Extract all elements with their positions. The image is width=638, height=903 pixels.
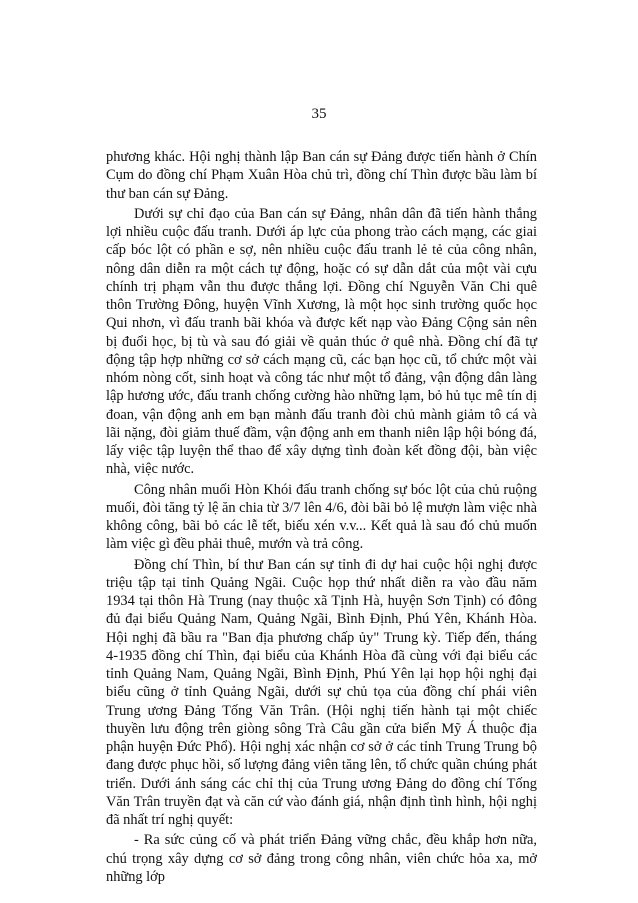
paragraph: phương khác. Hội nghị thành lập Ban cán sự Đảng được tiến hành ở Chín Cụm do đồng chí Phạm Xuân Hòa chủ trì, đồng chí Thìn được bầu làm bí thư ban cán sự Đảng. — [106, 149, 537, 202]
paragraph: Đồng chí Thìn, bí thư Ban cán sự tỉnh đi dự hai cuộc hội nghị được triệu tập tại tỉnh Quảng Ngãi. Cuộc họp thứ nhất diễn ra vào đầu năm 1934 tại thôn Hà Trung (nay thuộc xã Tịnh Hà, huyện Sơn Tịnh) có đông đủ đại biểu Quảng Nam, Quảng Ngãi, Bình Định, Phú Yên, Khánh Hòa. Hội nghị đã bầu ra "Ban địa phương chấp ủy" Trung kỳ. Tiếp đến, tháng 4-1935 đồng chí Thìn, đại biểu của Khánh Hòa đã cùng với đại biểu các tỉnh Quảng Nam, Quảng Ngãi, Bình Định, Phú Yên lại họp hội nghị đại biểu cũng ở tỉnh Quảng Ngãi, dưới sự chủ tọa của đồng chí phái viên Trung ương Đảng Tống Văn Trân. (Hội nghị tiến hành tại một chiếc thuyền lưu động trên giòng sông Trà Câu gần cửa biển Mỹ Á thuộc địa phận huyện Đức Phổ). Hội nghị xác nhận cơ sở ở các tỉnh Trung Trung bộ đang được phục hồi, số lượng đảng viên tăng lên, tổ chức quần chúng phát triển. Dưới ánh sáng các chỉ thị của Trung ương Đảng do đồng chí Tống Văn Trân truyền đạt và căn cứ vào đánh giá, nhận định tình hình, hội nghị đã nhất trí nghị quyết: — [106, 556, 537, 828]
body-text — [106, 148, 537, 888]
page-number: 35 — [311, 106, 327, 122]
paragraph: Dưới sự chỉ đạo của Ban cán sự Đảng, nhân dân đã tiến hành thắng lợi nhiều cuộc đấu tranh. Dưới áp lực của phong trào cách mạng, các giai cấp bóc lột có phần e sợ, nên nhiều cuộc đấu tranh lẻ tẻ của công nhân, nông dân diễn ra một cách tự động, hoặc có sự dẫn dắt của một vài cựu chính trị phạm vẫn thu được thắng lợi. Đồng chí Nguyễn Văn Chi quê thôn Trường Đông, huyện Vĩnh Xương, là một học sinh trường quốc học Qui nhơn, vì đấu tranh bãi khóa và được kết nạp vào Đảng Cộng sản nên bị đuổi học, bị tù và sau đó giải về quản thúc ở quê nhà. Đồng chí đã tự động tập hợp những cơ sở cách mạng cũ, các bạn học cũ, tổ chức một vài nhóm nòng cốt, sinh hoạt và công tác như một tổ đảng, vận động dân làng lập hương ước, đấu tranh chống cường hào những lạm, bỏ hủ tục mê tín dị đoan, vận động anh em bạn mành đấu tranh đòi chủ mành giảm tô cá và lãi nặng, đòi giảm thuế đầm, vận động anh em thanh niên lập hội bóng đá, lấy việc tập luyện thể thao để xây dựng tình đoàn kết đồng đội, bàn việc nhà, việc nước. — [106, 205, 537, 478]
paragraph: - Ra sức củng cố và phát triển Đảng vững chắc, đều khắp hơn nữa, chú trọng xây dựng cơ sở đảng trong công nhân, viên chức hỏa xa, mở những lớp — [106, 832, 537, 885]
paragraph: Công nhân muối Hòn Khói đấu tranh chống sự bóc lột của chủ ruộng muối, đòi tăng tỷ lệ ăn chia từ 3/7 lên 4/6, đòi bãi bỏ lệ mượn làm việc nhà không công, bãi bỏ các lễ tết, biếu xén v.v... Kết quả là sau đó chủ muốn làm việc gì đều phải thuê, mướn và trả công. — [106, 481, 537, 553]
